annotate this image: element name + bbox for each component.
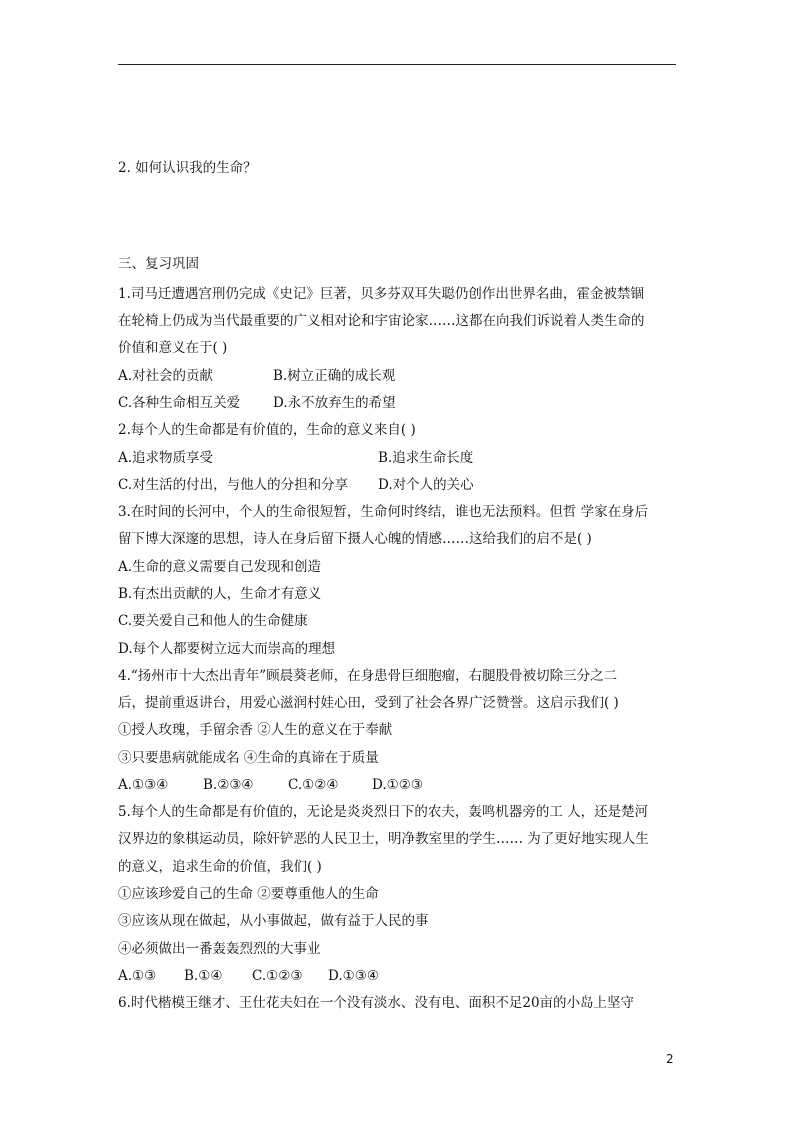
q1-option-a: A.对社会的贡献: [118, 368, 214, 384]
q4-option-c: C.①②④: [288, 777, 339, 793]
q2-option-c: C.对生活的付出，与他人的分担和分享: [118, 477, 349, 493]
q4-line-1: 4.“扬州市十大杰出青年”顾晨葵老师，在身患骨巨细胞瘤，右腿股骨被切除三分之二: [118, 668, 618, 684]
q3-line-2: 留下博大深邃的思想，诗人在身后留下摄人心魄的情感……这给我们的启不是( ): [118, 531, 592, 547]
q5-line-1: 5.每个人的生命都是有价值的，无论是炎炎烈日下的农夫，轰鸣机器旁的工 人，还是楚河: [118, 804, 649, 820]
q3-option-b: B.有杰出贡献的人，生命才有意义: [118, 586, 322, 602]
q2-option-a: A.追求物质享受: [118, 450, 214, 466]
q5-line-3: 的意义，追求生命的价值，我们( ): [118, 859, 322, 875]
q6-line-1: 6.时代楷模王继才、王仕花夫妇在一个没有淡水、没有电、面积不足20亩的小岛上坚守: [118, 995, 635, 1011]
q4-option-b: B.②③④: [203, 777, 254, 793]
q4-options: [118, 776, 423, 794]
q3-option-c: C.要关爱自己和他人的生命健康: [118, 613, 308, 629]
q5-options: [118, 967, 379, 985]
q3-option-a: A.生命的意义需要自己发现和创造: [118, 559, 322, 575]
header-rule: [118, 64, 676, 65]
q5-option-a: A.①③: [118, 968, 157, 984]
q2-stem: 2.每个人的生命都是有价值的，生命的意义来自( ): [118, 422, 416, 438]
q1-option-c: C.各种生命相互关爱: [118, 395, 241, 411]
q5-option-b: B.①④: [184, 968, 223, 984]
q2-options-cd: [118, 476, 474, 494]
q2-option-d: D.对个人的关心: [378, 477, 474, 493]
q4-items-3-4: ③只要患病就能成名 ④生命的真谛在于质量: [118, 750, 379, 766]
q5-item-4: ④必须做出一番轰轰烈烈的大事业: [118, 941, 321, 957]
q2-options-ab: [118, 449, 473, 467]
q1-line-3: 价值和意义在于( ): [118, 340, 228, 356]
q4-items-1-2: ①授人玫瑰，手留余香 ②人生的意义在于奉献: [118, 722, 393, 738]
q4-option-d: D.①②③: [372, 777, 423, 793]
q1-options-cd: [118, 394, 396, 412]
q4-option-a: A.①③④: [118, 777, 169, 793]
q2-option-b: B.追求生命长度: [378, 450, 474, 466]
q4-line-2: 后，提前重返讲台，用爱心滋润村娃心田，受到了社会各界广泛赞誉。这启示我们( ): [118, 695, 619, 711]
q1-line-2: 在轮椅上仍成为当代最重要的广义相对论和宇宙论家……这都在向我们诉说着人类生命的: [118, 313, 645, 329]
q1-option-b: B.树立正确的成长观: [273, 368, 396, 384]
q3-line-1: 3.在时间的长河中，个人的生命很短暂，生命何时终结，谁也无法预料。但哲 学家在身后: [118, 504, 649, 520]
question-2: 2. 如何认识我的生命？: [118, 160, 257, 176]
page-number: 2: [666, 1052, 674, 1066]
q5-line-2: 汉界边的象棋运动员，除奸铲恶的人民卫士，明净教室里的学生…… 为了更好地实现人生: [118, 831, 649, 847]
q1-option-d: D.永不放弃生的希望: [273, 395, 396, 411]
q1-options-ab: [118, 367, 395, 385]
q5-option-d: D.①③④: [328, 968, 379, 984]
q5-item-3: ③应该从现在做起，从小事做起，做有益于人民的事: [118, 913, 429, 929]
q5-option-c: C.①②③: [252, 968, 303, 984]
q1-line-1: 1.司马迁遭遇宫刑仍完成《史记》巨著，贝多芬双耳失聪仍创作出世界名曲，霍金被禁锢: [118, 286, 644, 302]
section-title: 三、复习巩固: [118, 256, 199, 272]
q5-items-1-2: ①应该珍爱自己的生命 ②要尊重他人的生命: [118, 886, 379, 902]
q3-option-d: D.每个人都要树立远大而崇高的理想: [118, 641, 336, 657]
